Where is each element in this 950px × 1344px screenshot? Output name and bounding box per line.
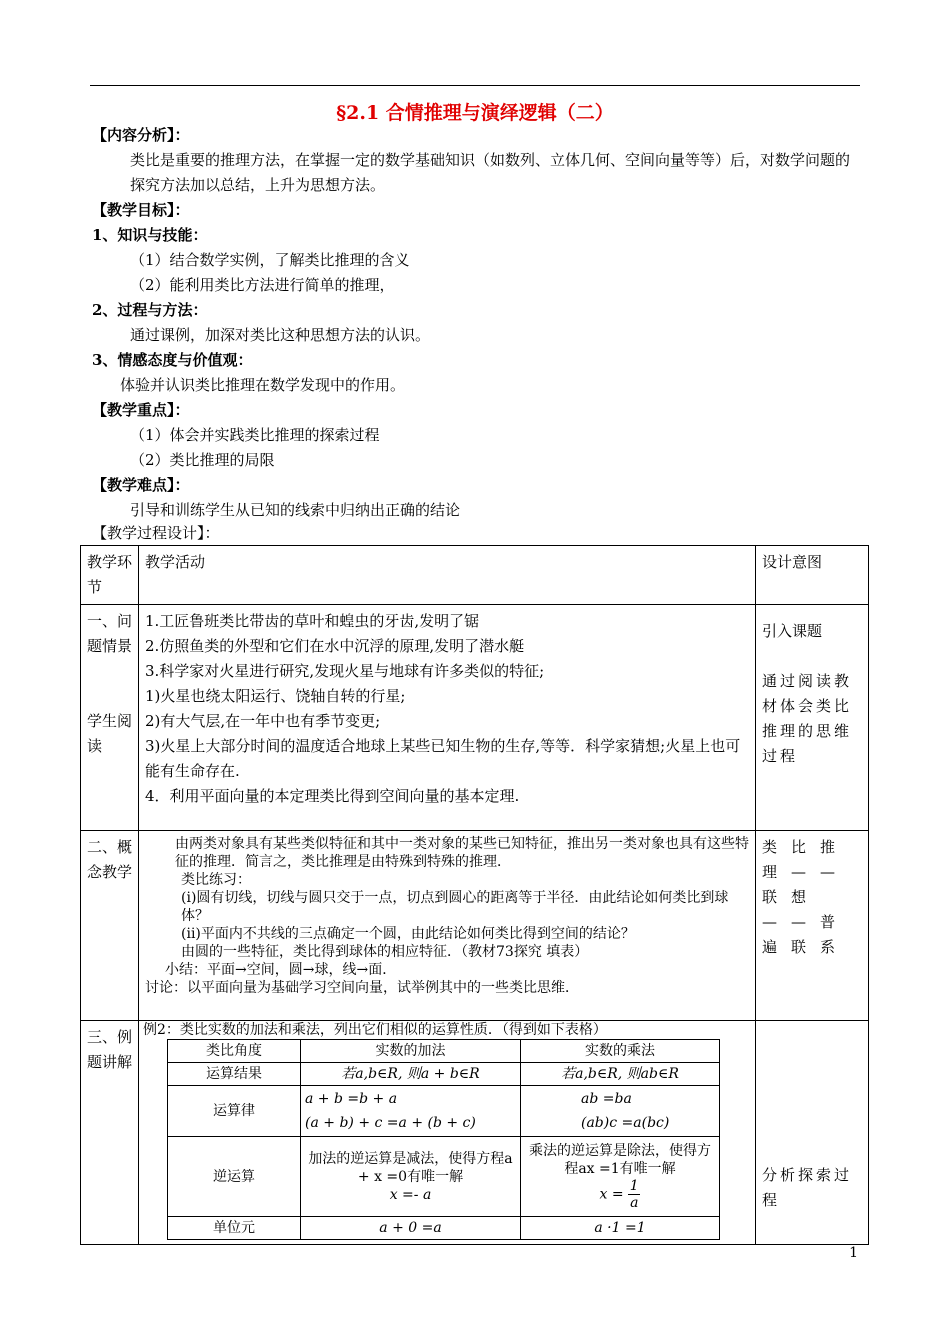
inner-cell	[301, 1137, 521, 1217]
list-item: 3.科学家对火星进行研究,发现火星与地球有许多类似的特征;	[145, 662, 545, 680]
analogy-table	[167, 1039, 720, 1240]
goal1-item-a: （1）结合数学实例，了解类比推理的含义	[130, 251, 410, 269]
row2-p6: 小结：平面→空间，圆→球，线→面．	[165, 962, 397, 978]
goal2-item-a: 通过课例，加深对类比这种思想方法的认识。	[130, 326, 431, 344]
content-analysis-text	[92, 148, 862, 198]
content-analysis-body: 类比是重要的推理方法，在掌握一定的数学基础知识（如数列、立体几何、空间向量等等）后，对数学问题的探究方法加以总结，上升为思想方法。	[130, 151, 851, 194]
difficulty-item: 引导和训练学生从已知的线索中归纳出正确的结论	[130, 501, 461, 519]
row3-intent-cell	[756, 1021, 869, 1245]
inner-cell: 运算结果	[168, 1063, 301, 1086]
list-item: 2.仿照鱼类的外型和它们在水中沉浮的原理,发明了潜水艇	[145, 637, 525, 655]
list-item: 2)有大气层,在一年中也有季节变更;	[145, 712, 381, 730]
row2-p7: 讨论：以平面向量为基础学习空间向量，试举例其中的一些类比思维．	[145, 980, 579, 996]
goal2-heading: 2、过程与方法：	[92, 301, 208, 319]
formula	[525, 1178, 715, 1211]
row3-example: 例2：类比实数的加法和乘法，列出它们相似的运算性质．（得到如下表格）	[143, 1022, 607, 1038]
inner-header: 实数的乘法	[521, 1040, 720, 1063]
key-point-b: （2）类比推理的局限	[130, 451, 275, 469]
page-number: 1	[849, 1245, 858, 1261]
row1-stage-cell	[81, 605, 139, 831]
goal3-heading: 3、情感态度与价值观：	[92, 351, 253, 369]
formula: a + b =b + a	[305, 1091, 398, 1107]
row2-activity-cell	[139, 831, 756, 1021]
row2-stage: 二、概念教学	[87, 838, 133, 881]
inner-cell: 运算律	[168, 1086, 301, 1137]
inner-cell	[521, 1086, 720, 1137]
formula-lhs: x =	[599, 1186, 624, 1203]
inner-header: 实数的加法	[301, 1040, 521, 1063]
top-rule	[90, 85, 860, 86]
formula: (ab)c =a(bc)	[581, 1115, 670, 1131]
row3-stage-cell	[81, 1021, 139, 1245]
row2-p4: (ⅱ)平面内不共线的三点确定一个圆，由此结论如何类比得到空间的结论？	[181, 926, 635, 942]
header-stage: 教学环节	[81, 546, 139, 605]
inner-cell: 若a,b∈R, 则ab∈R	[521, 1063, 720, 1086]
key-point-a: （1）体会并实践类比推理的探索过程	[130, 426, 380, 444]
table-header-row	[81, 546, 869, 605]
inner-cell	[301, 1086, 521, 1137]
list-item: 3)火星上大部分时间的温度适合地球上某些已知生物的生存,等等．科学家猜想;火星上也可能有生命存在.	[145, 737, 741, 780]
inner-cell: 单位元	[168, 1217, 301, 1240]
row2-p5: 由圆的一些特征，类比得到球体的相应特征．（教材73探究 填表）	[181, 944, 589, 960]
goal1-heading: 1、知识与技能：	[92, 226, 208, 244]
row1-intent-1: 引入课题	[762, 622, 823, 640]
table-row	[168, 1217, 720, 1240]
table-row	[168, 1040, 720, 1063]
formula: (a + b) + c =a + (b + c)	[305, 1115, 476, 1131]
inner-cell: 逆运算	[168, 1137, 301, 1217]
goals-heading: 【教学目标】：	[92, 201, 190, 219]
row1-stage: 一、问题情景	[87, 612, 133, 655]
header-intent: 设计意图	[756, 546, 869, 605]
inner-cell: 若a,b∈R, 则a + b∈R	[301, 1063, 521, 1086]
formula: 加法的逆运算是减法，使得方程a + x =0有唯一解	[308, 1150, 513, 1185]
fraction	[628, 1178, 640, 1211]
table-row	[168, 1086, 720, 1137]
row3-activity-cell	[139, 1021, 756, 1245]
process-heading: 【教学过程设计】：	[92, 524, 220, 542]
row2-intent: 类比推理——联想——普遍联系	[762, 838, 850, 956]
list-item: 1.工匠鲁班类比带齿的草叶和蝗虫的牙齿,发明了锯	[145, 612, 480, 630]
goal3-item-a: 体验并认识类比推理在数学发现中的作用。	[120, 376, 406, 394]
row1-stage2: 学生阅读	[87, 712, 133, 755]
row3-stage: 三、例题讲解	[87, 1028, 133, 1071]
table-row	[81, 1021, 869, 1245]
row1-activity-cell	[139, 605, 756, 831]
row2-stage-cell	[81, 831, 139, 1021]
inner-header: 类比角度	[168, 1040, 301, 1063]
fraction-den: a	[630, 1195, 639, 1211]
formula: ab =ba	[581, 1091, 632, 1107]
row1-intent-2: 通过阅读教材体会类比推理的思维过程	[762, 672, 853, 765]
page-title: §2.1 合情推理与演绎逻辑（二）	[336, 102, 614, 124]
table-row	[81, 831, 869, 1021]
list-item: 1)火星也绕太阳运行、饶轴自转的行星;	[145, 687, 406, 705]
row2-p1	[145, 835, 749, 871]
formula: x =- a	[389, 1186, 432, 1203]
content-analysis-heading: 【内容分析】：	[92, 126, 190, 144]
inner-cell: a + 0 =a	[301, 1217, 521, 1240]
inner-cell	[521, 1137, 720, 1217]
difficulty-heading: 【教学难点】：	[92, 476, 190, 494]
fraction-num: 1	[629, 1178, 639, 1194]
goal1-item-b: （2）能利用类比方法进行简单的推理，	[130, 276, 395, 294]
list-item: 4．利用平面向量的本定理类比得到空间向量的基本定理.	[145, 787, 520, 805]
row2-p2: 类比练习：	[181, 872, 251, 888]
row2-p1-text: 由两类对象具有某些类似特征和其中一类对象的某些已知特征，推出另一类对象也具有这些特征的推理．简言之，类比推理是由特殊到特殊的推理．	[175, 836, 749, 870]
row2-intent-cell	[756, 831, 869, 1021]
table-row	[168, 1063, 720, 1086]
table-row	[168, 1137, 720, 1217]
header-activity: 教学活动	[139, 546, 756, 605]
row3-intent: 分析探索过程	[762, 1165, 853, 1209]
row2-p3: (ⅰ)圆有切线，切线与圆只交于一点，切点到圆心的距离等于半径．由此结论如何类比到球体？	[181, 890, 729, 924]
formula: 乘法的逆运算是除法，使得方程ax =1有唯一解	[529, 1143, 711, 1177]
inner-cell: a ·1 =1	[521, 1217, 720, 1240]
process-table	[80, 545, 869, 1245]
row1-intent-cell	[756, 605, 869, 831]
table-row	[81, 605, 869, 831]
key-points-heading: 【教学重点】：	[92, 401, 190, 419]
